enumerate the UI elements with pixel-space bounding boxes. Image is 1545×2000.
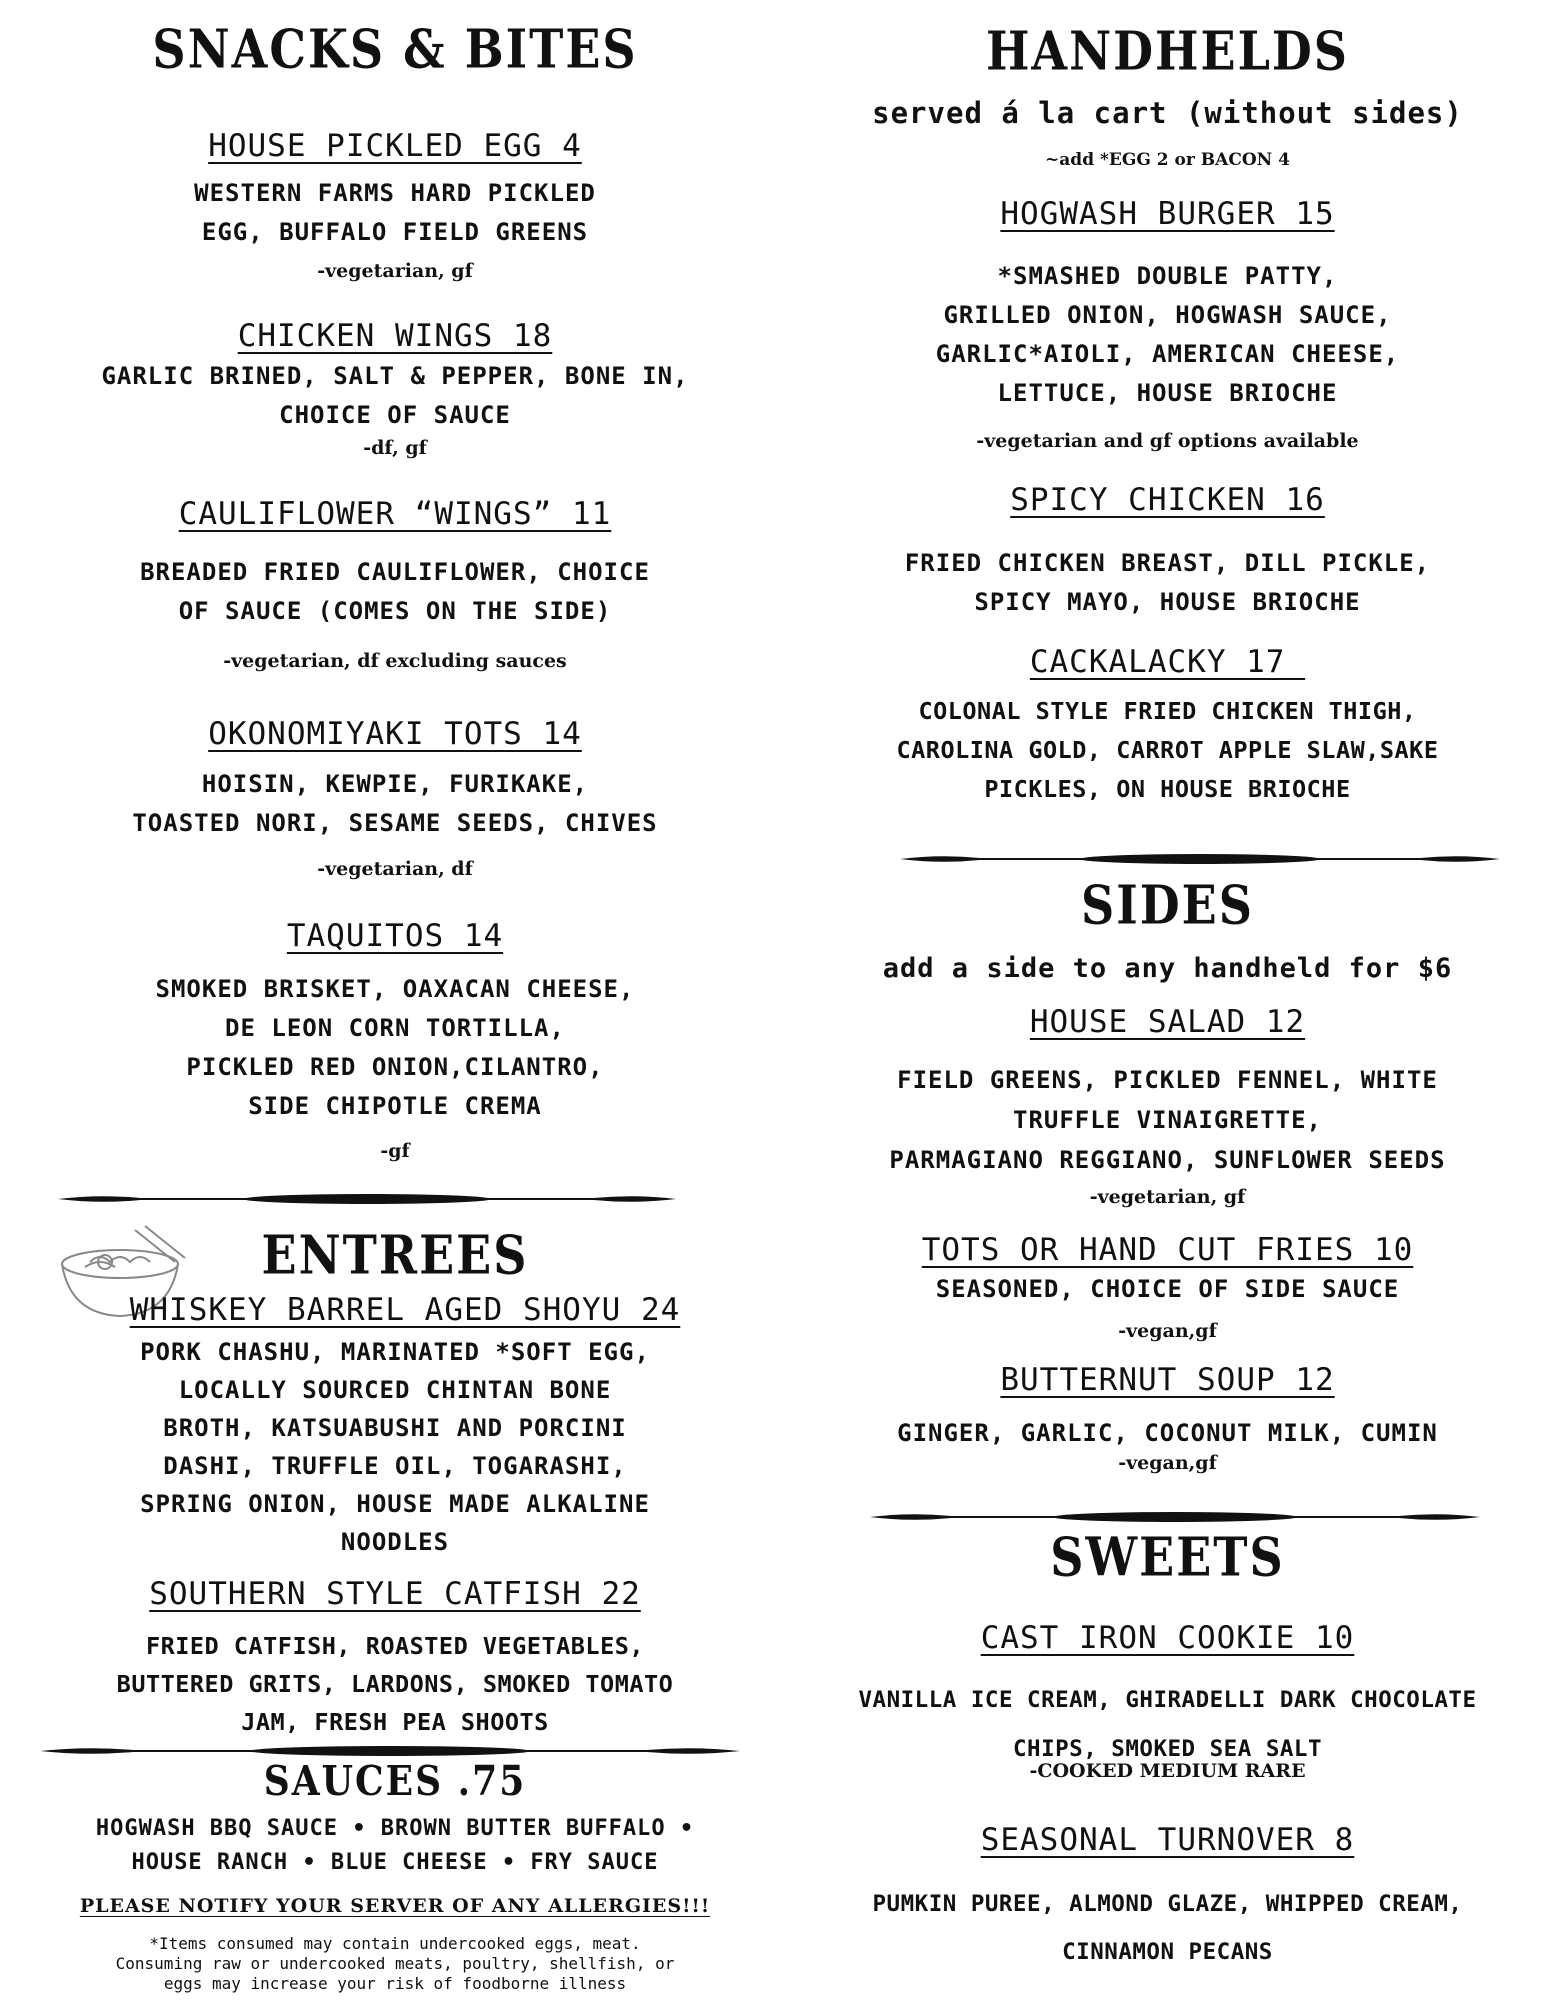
menu-item-name: CACKALACKY 17_ [1029,644,1306,680]
desc-line: PARMAGIANO REGGIANO, SUNFLOWER SEEDS [889,1146,1446,1174]
menu-item-name: SPICY CHICKEN 16 [1010,482,1325,518]
menu-item-desc [790,692,1545,809]
sides-title: SIDES [1081,873,1254,937]
desc-line: COLONAL STYLE FRIED CHICKEN THIGH, [918,697,1417,725]
desc-line: BROTH, KATSUABUSHI AND PORCINI [163,1414,627,1442]
food-safety-disclaimer [0,1934,790,1994]
desc-line: CAROLINA GOLD, CARROT APPLE SLAW,SAKE [896,736,1439,764]
handhelds-subtitle: served á la cart (without sides) [872,96,1463,130]
desc-line: *SMASHED DOUBLE PATTY, [997,262,1338,290]
diet-note: -vegetarian and gf options available [976,430,1359,452]
menu-item-desc [790,1414,1545,1453]
menu-item-name: OKONOMIYAKI TOTS 14 [208,716,582,752]
desc-line: OF SAUCE (COMES ON THE SIDE) [178,597,612,625]
desc-line: CINNAMON PECANS [1062,1939,1273,1965]
menu-item-desc [0,174,790,252]
snacks-title: SNACKS & BITES [152,17,638,81]
menu-item-desc [790,1880,1545,1976]
desc-line: VANILLA ICE CREAM, GHIRADELLI DARK CHOCOLATE [858,1687,1477,1713]
disclaimer-line: *Items consumed may contain undercooked eggs, meat. [149,1934,641,1953]
desc-line: CHOICE OF SAUCE [279,401,511,429]
desc-line: FRIED CHICKEN BREAST, DILL PICKLE, [904,549,1431,577]
ornamental-divider [870,1510,1480,1524]
desc-line: PORK CHASHU, MARINATED *SOFT EGG, [140,1338,650,1366]
desc-line: SIDE CHIPOTLE CREMA [248,1092,542,1120]
desc-line: LETTUCE, HOUSE BRIOCHE [997,379,1338,407]
desc-line: SPICY MAYO, HOUSE BRIOCHE [974,588,1361,616]
desc-line: BREADED FRIED CAULIFLOWER, CHOICE [140,558,650,586]
sauce-list [0,1812,790,1880]
desc-line: GARLIC BRINED, SALT & PEPPER, BONE IN, [101,362,689,390]
desc-line: TRUFFLE VINAIGRETTE, [1013,1106,1322,1134]
desc-line: DASHI, TRUFFLE OIL, TOGARASHI, [163,1452,627,1480]
allergy-notice: PLEASE NOTIFY YOUR SERVER OF ANY ALLERGIES!!! [79,1895,711,1917]
disclaimer-line: eggs may increase your risk of foodborne illness [163,1974,627,1993]
desc-line: PICKLED RED ONION,CILANTRO, [186,1053,604,1081]
addon-note: ~add *EGG 2 or BACON 4 [1045,150,1290,170]
ornamental-divider [58,1192,676,1206]
sauce-line: HOUSE RANCH • BLUE CHEESE • FRY SAUCE [131,1850,659,1875]
menu-item-desc [0,357,790,435]
sauces-title: SAUCES .75 [263,1756,527,1806]
diet-note: -df, gf [363,437,427,459]
handhelds-title: HANDHELDS [985,19,1350,83]
diet-note: -vegetarian, df [317,858,473,880]
diet-note: -vegan,gf [1118,1320,1217,1342]
diet-note: -COOKED MEDIUM RARE [1029,1760,1306,1782]
desc-line: NOODLES [340,1528,450,1556]
menu-item-name: BUTTERNUT SOUP 12 [1000,1362,1335,1398]
desc-line: SMOKED BRISKET, OAXACAN CHEESE, [155,975,635,1003]
menu-item-name: SOUTHERN STYLE CATFISH 22 [149,1576,641,1612]
menu-item-desc [0,970,790,1126]
disclaimer-line: Consuming raw or undercooked meats, poultry, shellfish, or [115,1954,675,1973]
desc-line: FRIED CATFISH, ROASTED VEGETABLES, [145,1632,645,1660]
menu-item-name: CHICKEN WINGS 18 [237,318,553,354]
desc-line: JAM, FRESH PEA SHOOTS [241,1708,549,1736]
menu-item-name: TAQUITOS 14 [286,918,504,954]
desc-line: BUTTERED GRITS, LARDONS, SMOKED TOMATO [116,1670,674,1698]
menu-item-name: TOTS OR HAND CUT FRIES 10 [921,1232,1414,1268]
desc-line: FIELD GREENS, PICKLED FENNEL, WHITE [897,1066,1438,1094]
sauce-line: HOGWASH BBQ SAUCE • BROWN BUTTER BUFFALO • [95,1816,695,1841]
menu-item-desc [0,765,790,843]
desc-line: GRILLED ONION, HOGWASH SAUCE, [943,301,1392,329]
sides-intro: add a side to any handheld for $6 [882,953,1453,984]
menu-item-name: HOGWASH BURGER 15 [1000,196,1335,232]
menu-item-desc [790,544,1545,622]
desc-line: EGG, BUFFALO FIELD GREENS [201,218,589,246]
menu-item-name: CAST IRON COOKIE 10 [980,1620,1355,1656]
desc-line: SEASONED, CHOICE OF SIDE SAUCE [935,1275,1400,1303]
desc-line: CHIPS, SMOKED SEA SALT [1012,1736,1322,1762]
desc-line: HOISIN, KEWPIE, FURIKAKE, [201,770,589,798]
ornamental-divider [900,852,1500,866]
diet-note: -vegetarian, gf [1089,1186,1246,1208]
menu-item-desc [790,1060,1545,1180]
desc-line: PUMKIN PUREE, ALMOND GLAZE, WHIPPED CREAM, [872,1891,1463,1917]
desc-line: LOCALLY SOURCED CHINTAN BONE [178,1376,612,1404]
desc-line: GARLIC*AIOLI, AMERICAN CHEESE, [935,340,1400,368]
menu-item-name: CAULIFLOWER “WINGS” 11 [178,496,612,532]
menu-item-name: SEASONAL TURNOVER 8 [980,1822,1355,1858]
menu-item-name: HOUSE PICKLED EGG 4 [208,128,582,164]
diet-note: -vegan,gf [1118,1452,1217,1474]
diet-note: -vegetarian, df excluding sauces [223,650,567,672]
diet-note: -vegetarian, gf [317,260,473,282]
entrees-title: ENTREES [261,1223,529,1287]
desc-line: SPRING ONION, HOUSE MADE ALKALINE [140,1490,650,1518]
desc-line: GINGER, GARLIC, COCONUT MILK, CUMIN [897,1419,1438,1447]
menu-item-desc [790,257,1545,413]
desc-line: WESTERN FARMS HARD PICKLED [194,179,596,207]
menu-item-name: WHISKEY BARREL AGED SHOYU 24 [129,1292,681,1328]
sweets-title: SWEETS [1050,1525,1285,1589]
desc-line: DE LEON CORN TORTILLA, [225,1014,565,1042]
menu-item-desc [0,1627,790,1741]
menu-item-desc [790,1270,1545,1309]
desc-line: TOASTED NORI, SESAME SEEDS, CHIVES [132,809,658,837]
menu-item-desc [0,1333,790,1561]
desc-line: PICKLES, ON HOUSE BRIOCHE [984,775,1351,803]
menu-item-name: HOUSE SALAD 12 [1029,1004,1306,1040]
menu-item-desc [0,553,790,631]
diet-note: -gf [380,1140,410,1162]
